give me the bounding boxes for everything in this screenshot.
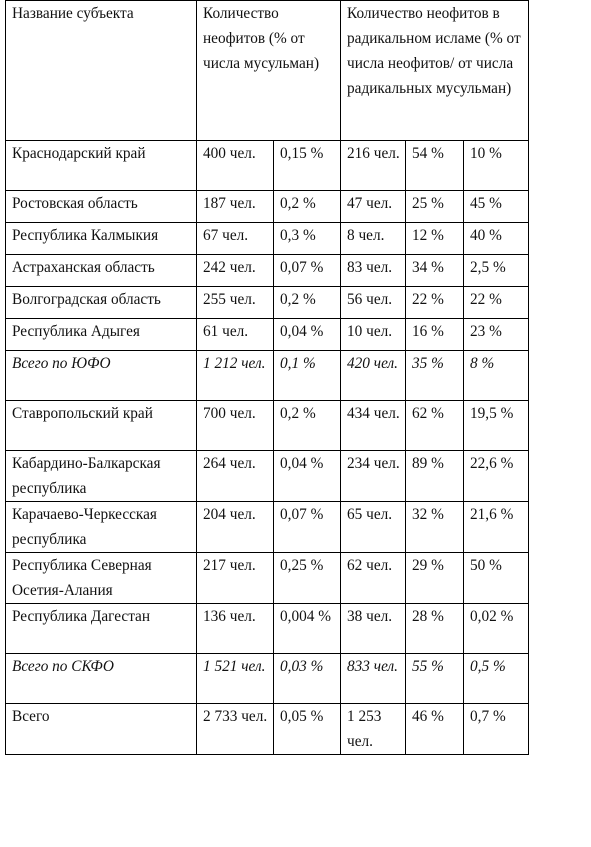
radical-percent-neophytes-cell: 16 % (406, 319, 464, 351)
subject-cell: Краснодарский край (6, 141, 197, 191)
radical-percent-neophytes-cell: 29 % (406, 553, 464, 604)
subject-cell: Республика Адыгея (6, 319, 197, 351)
radical-percent-radicals-cell: 10 % (464, 141, 529, 191)
count-cell: 1 212 чел. (197, 351, 274, 401)
radical-percent-radicals-cell: 19,5 % (464, 401, 529, 451)
table-row (6, 654, 529, 704)
percent-cell: 0,1 % (274, 351, 341, 401)
radical-count-cell: 38 чел. (341, 604, 406, 654)
radical-count-cell: 83 чел. (341, 255, 406, 287)
percent-cell: 0,05 % (274, 704, 341, 755)
percent-cell: 0,04 % (274, 319, 341, 351)
neophytes-table (5, 0, 529, 755)
radical-percent-neophytes-cell: 35 % (406, 351, 464, 401)
radical-percent-radicals-cell: 0,5 % (464, 654, 529, 704)
radical-count-cell: 8 чел. (341, 223, 406, 255)
header-subject: Название субъекта (6, 1, 197, 141)
radical-percent-neophytes-cell: 25 % (406, 191, 464, 223)
radical-count-cell: 10 чел. (341, 319, 406, 351)
percent-cell: 0,2 % (274, 191, 341, 223)
radical-count-cell: 65 чел. (341, 502, 406, 553)
subject-cell: Карачаево-Черкесская республика (6, 502, 197, 553)
subject-cell: Республика Дагестан (6, 604, 197, 654)
radical-percent-radicals-cell: 0,7 % (464, 704, 529, 755)
radical-percent-neophytes-cell: 62 % (406, 401, 464, 451)
radical-percent-neophytes-cell: 54 % (406, 141, 464, 191)
radical-count-cell: 1 253 чел. (341, 704, 406, 755)
radical-count-cell: 833 чел. (341, 654, 406, 704)
subject-cell: Республика Северная Осетия-Алания (6, 553, 197, 604)
radical-percent-radicals-cell: 0,02 % (464, 604, 529, 654)
count-cell: 2 733 чел. (197, 704, 274, 755)
percent-cell: 0,004 % (274, 604, 341, 654)
radical-percent-radicals-cell: 21,6 % (464, 502, 529, 553)
count-cell: 255 чел. (197, 287, 274, 319)
table-row (6, 502, 529, 553)
count-cell: 264 чел. (197, 451, 274, 502)
percent-cell: 0,04 % (274, 451, 341, 502)
header-neophytes: Количество неофитов (% от числа мусульман) (197, 1, 341, 141)
table-row (6, 704, 529, 755)
radical-percent-radicals-cell: 8 % (464, 351, 529, 401)
radical-percent-neophytes-cell: 55 % (406, 654, 464, 704)
percent-cell: 0,03 % (274, 654, 341, 704)
radical-percent-radicals-cell: 2,5 % (464, 255, 529, 287)
table-row (6, 604, 529, 654)
radical-percent-neophytes-cell: 28 % (406, 604, 464, 654)
count-cell: 204 чел. (197, 502, 274, 553)
table-row (6, 319, 529, 351)
radical-percent-neophytes-cell: 46 % (406, 704, 464, 755)
count-cell: 61 чел. (197, 319, 274, 351)
percent-cell: 0,15 % (274, 141, 341, 191)
header-radical: Количество неофитов в радикальном исламе (% от числа неофитов/ от числа радикальных мусульман) (341, 1, 529, 141)
table-row (6, 401, 529, 451)
radical-percent-neophytes-cell: 89 % (406, 451, 464, 502)
count-cell: 1 521 чел. (197, 654, 274, 704)
table-body (6, 1, 529, 755)
count-cell: 400 чел. (197, 141, 274, 191)
radical-percent-radicals-cell: 40 % (464, 223, 529, 255)
percent-cell: 0,3 % (274, 223, 341, 255)
radical-percent-radicals-cell: 23 % (464, 319, 529, 351)
table-row (6, 255, 529, 287)
table-row (6, 141, 529, 191)
radical-count-cell: 47 чел. (341, 191, 406, 223)
percent-cell: 0,25 % (274, 553, 341, 604)
radical-count-cell: 420 чел. (341, 351, 406, 401)
subject-cell: Кабардино-Балкарская республика (6, 451, 197, 502)
subject-cell: Всего по ЮФО (6, 351, 197, 401)
subject-cell: Всего по СКФО (6, 654, 197, 704)
radical-percent-neophytes-cell: 34 % (406, 255, 464, 287)
percent-cell: 0,2 % (274, 401, 341, 451)
count-cell: 187 чел. (197, 191, 274, 223)
percent-cell: 0,07 % (274, 255, 341, 287)
subject-cell: Республика Калмыкия (6, 223, 197, 255)
subject-cell: Всего (6, 704, 197, 755)
count-cell: 700 чел. (197, 401, 274, 451)
count-cell: 242 чел. (197, 255, 274, 287)
subject-cell: Волгоградская область (6, 287, 197, 319)
percent-cell: 0,2 % (274, 287, 341, 319)
header-row (6, 1, 529, 141)
table-row (6, 451, 529, 502)
radical-count-cell: 234 чел. (341, 451, 406, 502)
radical-percent-neophytes-cell: 12 % (406, 223, 464, 255)
count-cell: 67 чел. (197, 223, 274, 255)
subject-cell: Ставропольский край (6, 401, 197, 451)
radical-percent-radicals-cell: 45 % (464, 191, 529, 223)
table-row (6, 287, 529, 319)
radical-count-cell: 62 чел. (341, 553, 406, 604)
subject-cell: Ростовская область (6, 191, 197, 223)
table-row (6, 223, 529, 255)
table-row (6, 191, 529, 223)
radical-percent-radicals-cell: 22,6 % (464, 451, 529, 502)
percent-cell: 0,07 % (274, 502, 341, 553)
table-row (6, 553, 529, 604)
count-cell: 217 чел. (197, 553, 274, 604)
radical-percent-radicals-cell: 50 % (464, 553, 529, 604)
subject-cell: Астраханская область (6, 255, 197, 287)
radical-percent-radicals-cell: 22 % (464, 287, 529, 319)
count-cell: 136 чел. (197, 604, 274, 654)
radical-percent-neophytes-cell: 32 % (406, 502, 464, 553)
radical-percent-neophytes-cell: 22 % (406, 287, 464, 319)
radical-count-cell: 216 чел. (341, 141, 406, 191)
radical-count-cell: 434 чел. (341, 401, 406, 451)
radical-count-cell: 56 чел. (341, 287, 406, 319)
table-row (6, 351, 529, 401)
